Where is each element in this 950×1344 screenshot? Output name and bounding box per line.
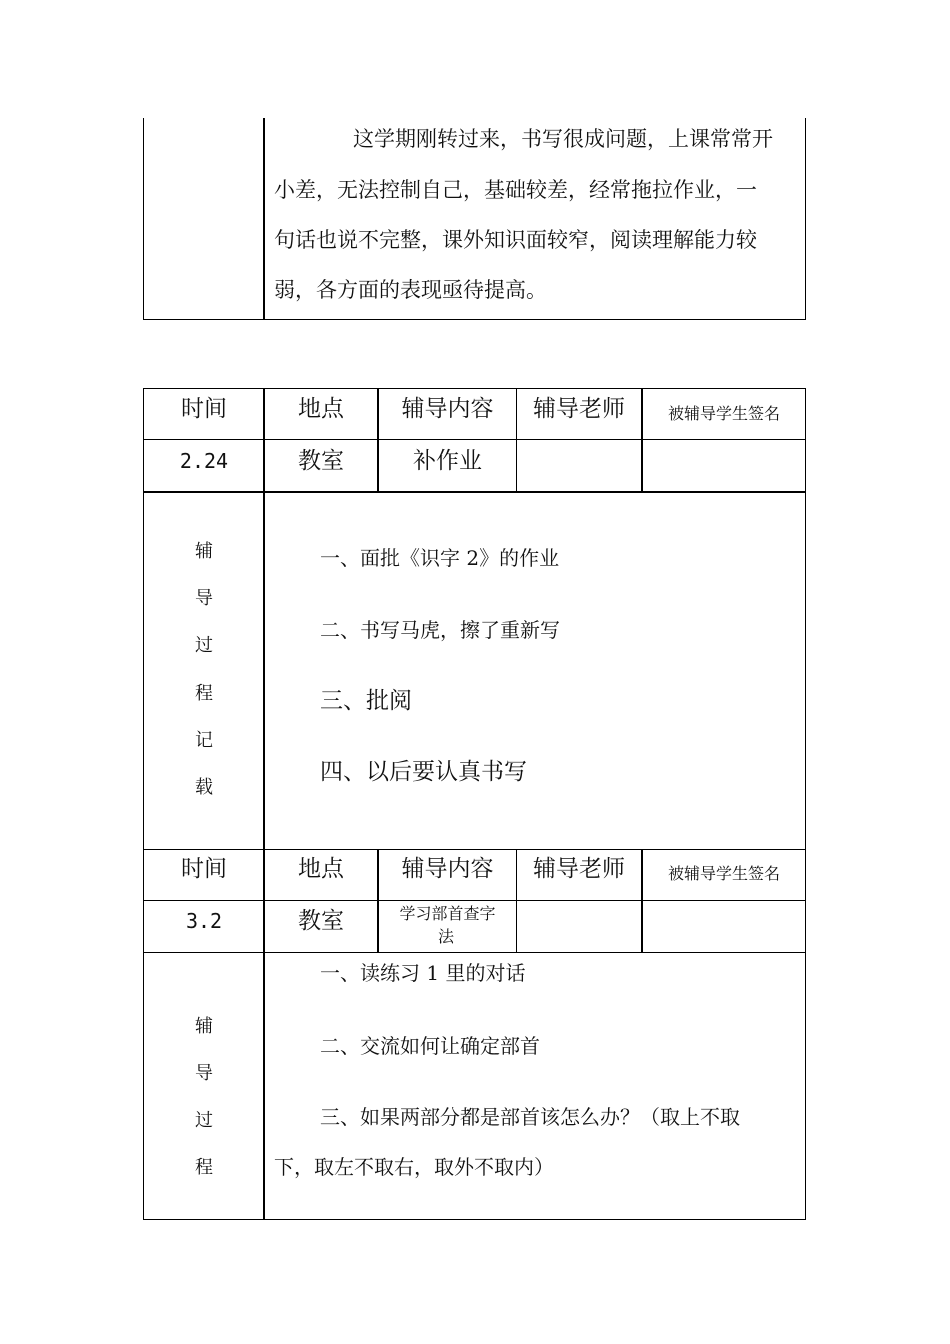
session2-content-line-2: 法: [438, 927, 455, 946]
session1-place: 教室: [298, 448, 344, 474]
session1-step-4: 四、以后要认真书写: [320, 759, 527, 785]
session2-time: 3.2: [185, 909, 223, 933]
session2-step-3: 三、如果两部分都是部首该怎么办？（取上不取: [320, 1105, 740, 1129]
process1-label-char-6: 载: [195, 777, 213, 798]
process2-label-char-1: 辅: [195, 1016, 213, 1037]
session2-place: 教室: [298, 908, 344, 934]
header2-teacher: 辅导老师: [533, 856, 625, 882]
session1-step-3: 三、批阅: [320, 688, 412, 714]
header-time: 时间: [181, 396, 227, 422]
header2-time: 时间: [181, 856, 227, 882]
comment-line-3: 句话也说不完整，课外知识面较窄，阅读理解能力较: [274, 228, 757, 252]
header-student-sign: 被辅导学生签名: [667, 404, 780, 423]
process2-label-char-3: 过: [195, 1110, 213, 1131]
session2-step-4: 下，取左不取右，取外不取内）: [274, 1155, 554, 1179]
header2-student-sign: 被辅导学生签名: [667, 864, 780, 883]
process1-label-char-4: 程: [195, 683, 213, 704]
header-teacher: 辅导老师: [533, 396, 625, 422]
session1-content: 补作业: [413, 448, 482, 474]
process1-label-char-5: 记: [195, 730, 213, 751]
session2-content-line-1: 学习部首查字: [399, 904, 496, 923]
process1-label-char-3: 过: [195, 635, 213, 656]
process1-label-char-2: 导: [195, 588, 213, 609]
process1-label-char-1: 辅: [195, 541, 213, 562]
process2-label-char-4: 程: [195, 1157, 213, 1178]
session1-step-2: 二、书写马虎，擦了重新写: [320, 618, 560, 642]
comment-line-2: 小差，无法控制自己，基础较差，经常拖拉作业，一: [274, 178, 757, 202]
session2-step-2: 二、交流如何让确定部首: [320, 1034, 540, 1058]
header-place: 地点: [298, 396, 344, 422]
comment-line-4: 弱，各方面的表现亟待提高。: [274, 278, 547, 302]
header2-content: 辅导内容: [401, 856, 494, 882]
session2-step-1: 一、读练习 1 里的对话: [320, 961, 526, 985]
comment-line-1: 这学期刚转过来，书写很成问题，上课常常开: [353, 127, 773, 151]
session1-time: 2.24: [179, 449, 229, 473]
header2-place: 地点: [298, 856, 344, 882]
process2-label-char-2: 导: [195, 1063, 213, 1084]
session1-step-1: 一、面批《识字 2》的作业: [320, 546, 560, 570]
header-content: 辅导内容: [401, 396, 494, 422]
